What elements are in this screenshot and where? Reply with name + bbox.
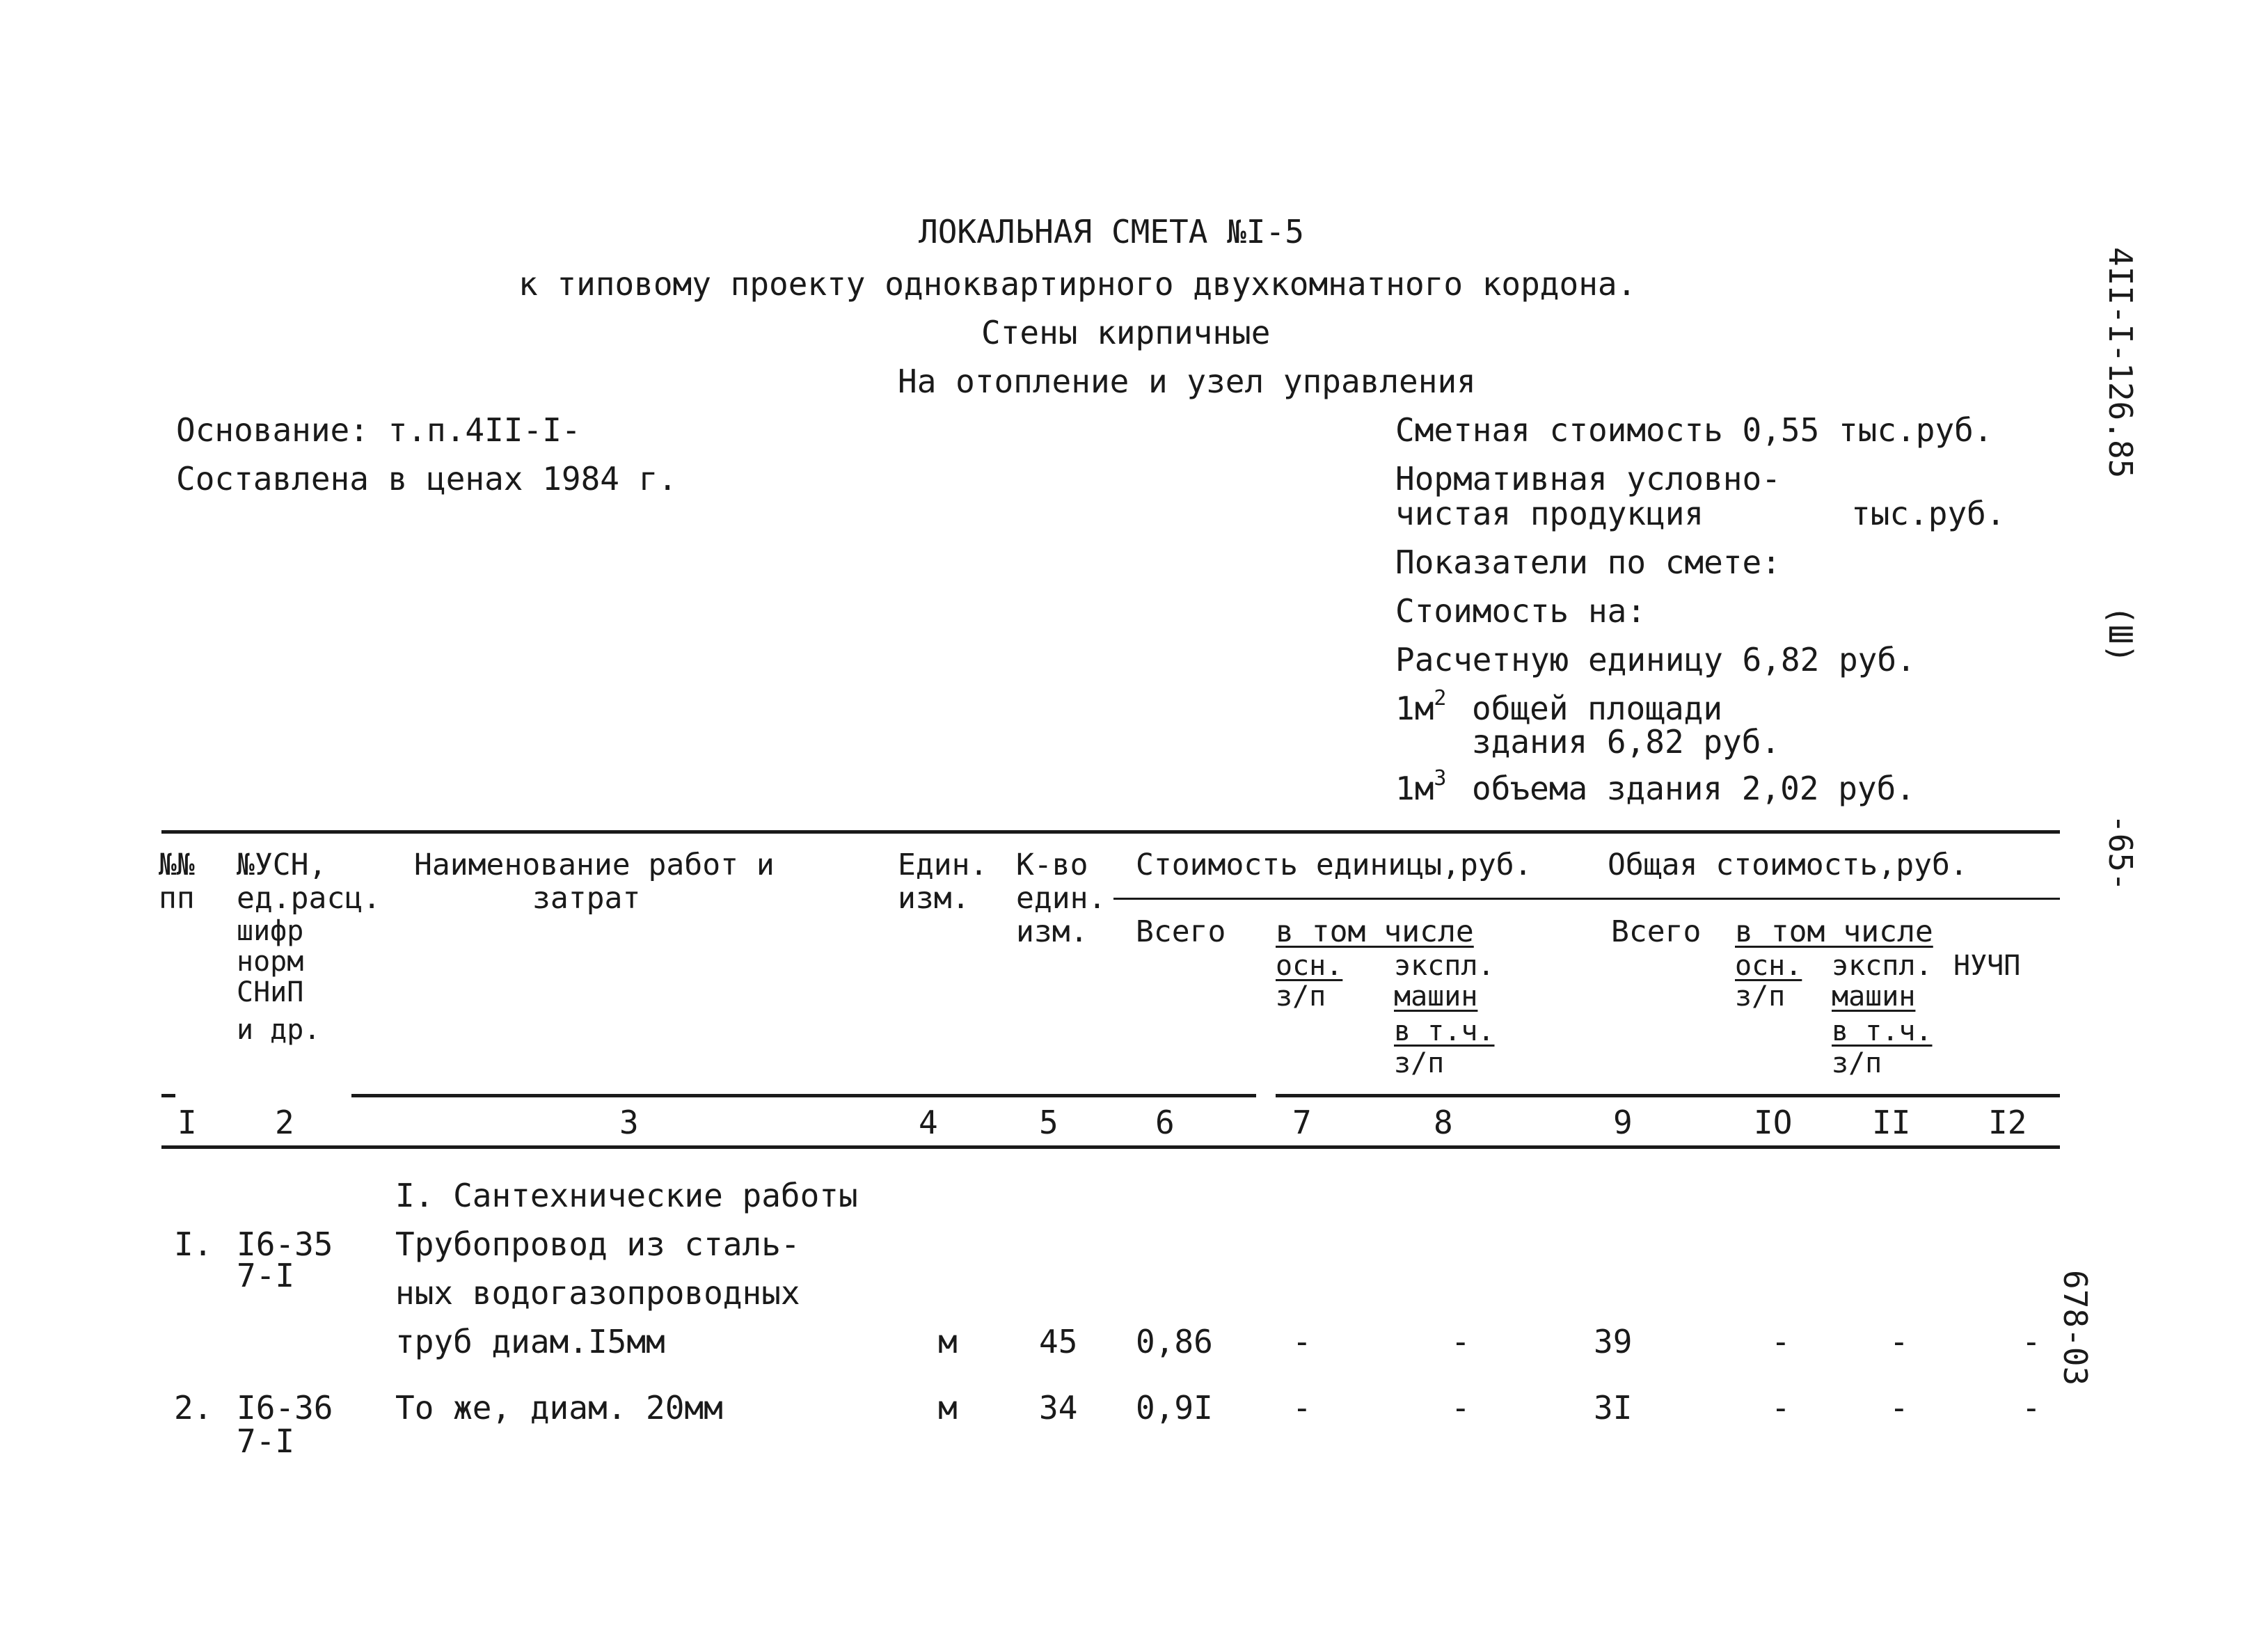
header-unit-mach-3: в т.ч. [1394,1015,1495,1047]
normative-line-2: чистая продукция [1395,495,1704,532]
per-m2-text-1: общей площади [1472,690,1723,727]
header-grand-mach-3: в т.ч. [1832,1015,1933,1047]
per-unit-cost: Расчетную единицу 6,82 руб. [1395,641,1916,678]
header-unit-mach-4: з/п [1394,1047,1445,1079]
header-unit-total: Всего [1136,914,1226,949]
col-number-2: 2 [275,1104,294,1141]
header-unit-mach-2: машин [1394,980,1478,1012]
header-unit-mach-1: экспл. [1394,950,1495,982]
per-m2-text-2: здания 6,82 руб. [1472,723,1781,761]
header-bottom-rule-mid [351,1094,1256,1097]
header-c1-line1: №№ [159,848,195,882]
header-bottom-rule-left [161,1094,175,1097]
row2-total-base: - [1771,1389,1791,1427]
row2-unit-total: 0,9I [1136,1389,1213,1427]
header-grand-base-1: осн. [1735,950,1802,982]
row2-total: 3I [1594,1389,1633,1427]
row2-unit-base: - [1292,1389,1312,1427]
archive-stamp: 678-03 [2056,1270,2094,1386]
header-grand-mach-4: з/п [1832,1047,1882,1079]
row1-unit-base: - [1292,1323,1312,1360]
cost-group-rule [1113,898,2060,900]
table-top-rule [161,830,2060,834]
header-c2-line2: ед.расц. [237,881,381,916]
col-number-rule [161,1145,2060,1149]
normative-unit: тыс.руб. [1851,495,2006,532]
header-c1-line2: пп [159,881,195,916]
document-title: ЛОКАЛЬНАЯ СМЕТА №I-5 [919,213,1304,251]
row1-unit: м [938,1323,958,1360]
header-c3-line1: Наименование работ и [414,848,775,882]
normative-line-1: Нормативная условно- [1395,460,1781,498]
prices-year-line: Составлена в ценах 1984 г. [176,460,678,498]
estimated-cost: Сметная стоимость 0,55 тыс.руб. [1395,411,1993,449]
header-unit-base-1: осн. [1276,950,1343,982]
row2-unit: м [938,1389,958,1427]
header-c2-line5: СНиП [237,976,304,1008]
row1-name-2: ных водогазопроводных [395,1274,800,1312]
row1-code-1: I6-35 [237,1225,333,1263]
col-number-10: IO [1754,1104,1793,1141]
col-number-12: I2 [1988,1104,2027,1141]
header-grand-total: Всего [1611,914,1702,949]
header-c3-line2: затрат [532,881,641,916]
row1-name-3: труб диам.I5мм [395,1323,665,1360]
col-number-11: II [1872,1104,1911,1141]
header-c5-line2: един. [1016,881,1107,916]
per-m3-text: объема здания 2,02 руб. [1472,770,1915,807]
col-number-8: 8 [1434,1104,1453,1141]
header-grand-incl: в том числе [1735,914,1933,949]
document-subtitle: к типовому проекту одноквартирного двухкомнатного кордона. [518,265,1637,303]
walls-line: Стены кирпичные [981,314,1271,351]
header-bottom-rule-right [1276,1094,2060,1097]
per-m3-prefix: $1м^3$ [1395,766,1447,807]
col-number-3: 3 [619,1104,639,1141]
row1-total: 39 [1594,1323,1633,1360]
row2-qty: 34 [1039,1389,1078,1427]
header-grand-mach-1: экспл. [1832,950,1933,982]
row1-unit-total: 0,86 [1136,1323,1213,1360]
col-number-6: 6 [1155,1104,1175,1141]
row1-num: I. [174,1225,213,1263]
col-number-7: 7 [1292,1104,1312,1141]
col-number-5: 5 [1039,1104,1058,1141]
row1-total-base: - [1771,1323,1791,1360]
header-c4-line2: изм. [898,881,970,916]
indicators-label: Показатели по смете: [1395,543,1781,581]
m2-superscript: 2 [1434,686,1447,710]
header-grand-mach-2: машин [1832,980,1916,1012]
header-grand-base-2: з/п [1735,980,1786,1012]
header-total-cost: Общая стоимость,руб. [1608,848,1968,882]
row2-name-1: То же, диам. 20мм [395,1389,723,1427]
per-m2-prefix: $1м^2$ [1395,686,1447,727]
row2-nuchp: - [2022,1389,2041,1427]
cost-on-label: Стоимость на: [1395,592,1647,630]
basis-line: Основание: т.п.4II-I- [176,411,581,449]
row1-qty: 45 [1039,1323,1078,1360]
header-c2-line4: норм [237,946,304,978]
scope-line: На отопление и узел управления [898,363,1476,400]
header-c5-line3: изм. [1016,914,1088,949]
row2-code-1: I6-36 [237,1389,333,1427]
row2-code-2: 7-I [237,1422,295,1460]
row1-nuchp: - [2022,1323,2041,1360]
col-number-4: 4 [919,1104,938,1141]
row1-code-2: 7-I [237,1257,295,1294]
row1-name-1: Трубопровод из сталь- [395,1225,800,1263]
header-c4-line1: Един. [898,848,988,882]
header-c5-line1: К-во [1016,848,1088,882]
row1-total-mach: - [1889,1323,1909,1360]
part-marker: (Ш) [2102,605,2139,664]
page-number: -65- [2102,814,2139,891]
col-number-1: I [177,1104,197,1141]
row1-unit-mach: - [1451,1323,1470,1360]
project-code: 4II-I-126.85 [2102,247,2139,479]
header-nuchp: НУЧП [1953,950,2021,982]
row2-num: 2. [174,1389,213,1427]
section-heading: I. Сантехнические работы [395,1177,858,1214]
header-c2-line3: шифр [237,915,304,947]
header-unit-incl: в том числе [1276,914,1474,949]
row2-total-mach: - [1889,1389,1909,1427]
col-number-9: 9 [1613,1104,1633,1141]
header-c2-line1: №УСН, [237,848,327,882]
row2-unit-mach: - [1451,1389,1470,1427]
header-unit-base-2: з/п [1276,980,1326,1012]
m3-superscript: 3 [1434,766,1447,791]
header-c2-line6: и др. [237,1014,321,1046]
header-unit-cost: Стоимость единицы,руб. [1136,848,1532,882]
